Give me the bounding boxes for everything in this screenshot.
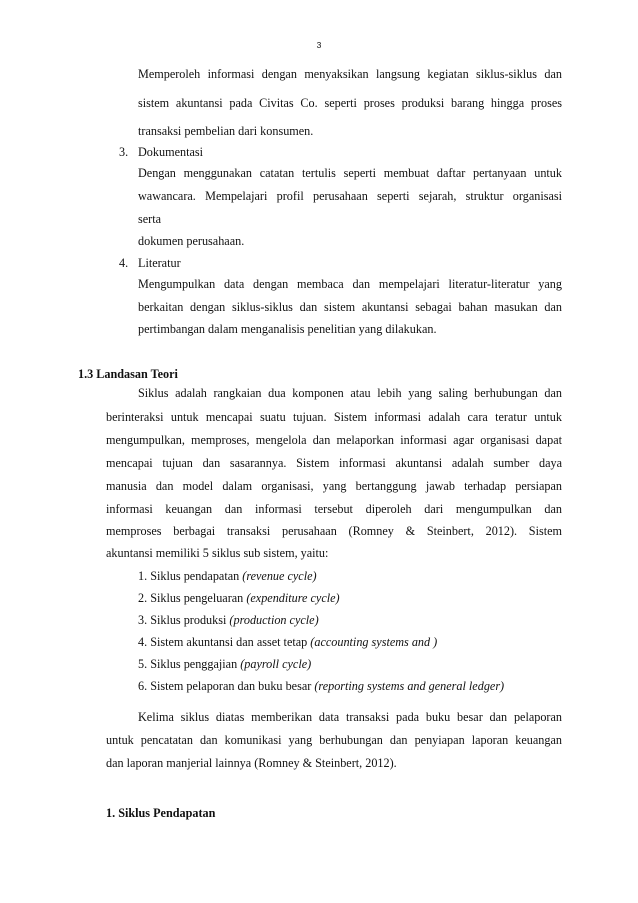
literature-line-2: berkaitan dengan siklus-siklus dan sistem akuntansi sebagai bahan masukan dan [138,300,562,314]
literature-line-3: pertimbangan dalam menganalisis penelitian yang dilakukan. [138,322,437,336]
list-title-dokumentasi: Dokumentasi [138,145,203,159]
cycle-english: (accounting systems and ) [310,635,438,649]
cycle-number: 1. [138,569,148,583]
cycle-english: (production cycle) [229,613,319,627]
documentation-line-1: Dengan menggunakan catatan tertulis seperti membuat daftar pertanyaan untuk [138,166,562,180]
theory-line-1: Siklus adalah rangkaian dua komponen atau lebih yang saling berhubungan dan [138,386,562,400]
cycle-item-5 [138,657,311,672]
cycle-number: 6. [138,679,148,693]
closing-line-3: dan laporan manjerial lainnya (Romney & Steinbert, 2012). [106,756,397,770]
theory-line-2: berinteraksi untuk mencapai suatu tujuan. Sistem informasi adalah cara teratur untuk [106,410,562,424]
cycle-item-3 [138,613,319,628]
theory-line-8: akuntansi memiliki 5 siklus sub sistem, yaitu: [106,546,329,560]
theory-line-6: informasi keuangan dan informasi tersebut diperoleh dari mengumpulkan dan [106,502,562,516]
observation-line-2: sistem akuntansi pada Civitas Co. seperti proses produksi barang hingga proses [138,96,562,110]
cycle-item-4 [138,635,437,650]
cycle-english: (payroll cycle) [240,657,312,671]
cycle-item-2 [138,591,340,606]
cycle-item-6 [138,679,504,694]
documentation-line-3: serta [138,212,162,226]
list-number-3: 3. [119,145,129,159]
theory-line-3: mengumpulkan, memproses, mengelola dan melaporkan informasi agar organisasi dapat [106,433,562,447]
cycle-text: Sistem akuntansi dan asset tetap [150,635,311,649]
observation-line-3: transaksi pembelian dari konsumen. [138,124,314,138]
documentation-line-2: wawancara. Mempelajari profil perusahaan seperti sejarah, struktur organisasi [138,189,562,203]
cycle-text: Siklus pengeluaran [150,591,247,605]
cycle-number: 5. [138,657,148,671]
section-heading: 1.3 Landasan Teori [78,367,178,381]
subsection-heading: 1. Siklus Pendapatan [106,806,216,820]
cycle-text: Siklus pendapatan [150,569,243,583]
cycle-item-1 [138,569,317,584]
literature-line-1: Mengumpulkan data dengan membaca dan mempelajari literatur-literatur yang [138,277,562,291]
cycle-english: (reporting systems and general ledger) [314,679,505,693]
cycle-english: (expenditure cycle) [246,591,340,605]
cycle-number: 3. [138,613,148,627]
observation-line-1: Memperoleh informasi dengan menyaksikan langsung kegiatan siklus-siklus dan [138,67,562,81]
page-number: 3 [316,40,322,50]
cycle-number: 2. [138,591,148,605]
list-title-literatur: Literatur [138,256,181,270]
theory-line-5: manusia dan model dalam organisasi, yang bertanggung jawab terhadap persiapan [106,479,562,493]
list-number-4: 4. [119,256,129,270]
cycle-text: Siklus penggajian [150,657,241,671]
cycle-text: Siklus produksi [150,613,230,627]
closing-line-1: Kelima siklus diatas memberikan data transaksi pada buku besar dan pelaporan [138,710,562,724]
theory-line-4: mencapai tujuan dan sasarannya. Sistem informasi akuntansi adalah sumber daya [106,456,562,470]
cycle-english: (revenue cycle) [242,569,317,583]
cycle-text: Sistem pelaporan dan buku besar [150,679,315,693]
documentation-line-4: dokumen perusahaan. [138,234,245,248]
closing-line-2: untuk pencatatan dan komunikasi yang berhubungan dan penyiapan laporan keuangan [106,733,562,747]
theory-line-7: memproses berbagai transaksi perusahaan (Romney & Steinbert, 2012). Sistem [106,524,562,538]
cycle-number: 4. [138,635,148,649]
